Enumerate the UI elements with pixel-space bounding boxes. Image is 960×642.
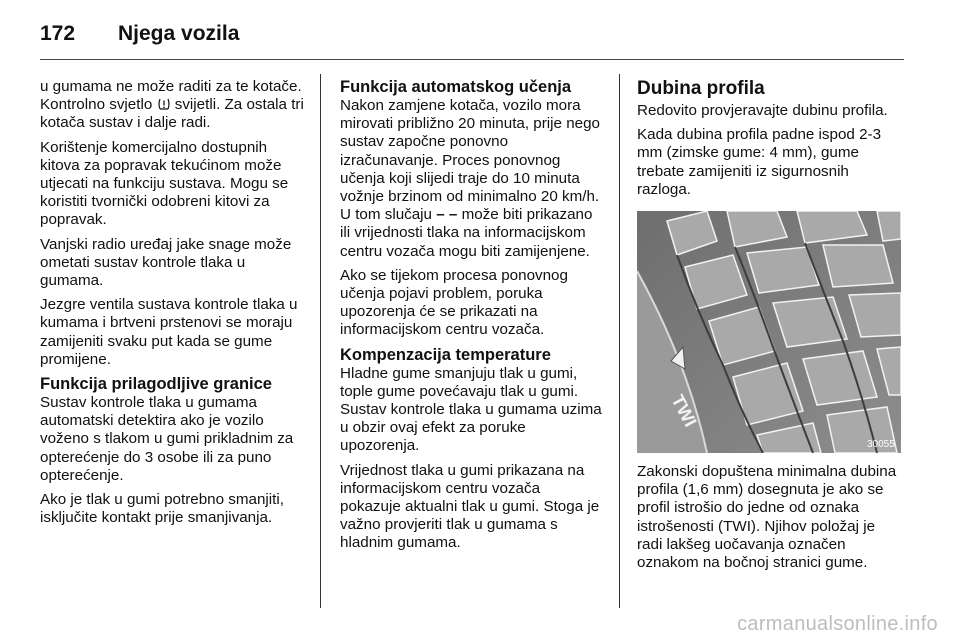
paragraph: Nakon zamjene kotača, vozilo mora mirovati približno 20 minuta, prije nego sustav započne ponovno izračunavanje. Proces ponovnog učenja koji slijedi traje do 10 minuta vožnje brzinom od minimalno 20 km/h. U tom slučaju – – može biti prikazano ili vrijednosti tlaka na informacijskom centru vozača mogu biti zamijenjene. xyxy=(340,97,601,260)
paragraph: u gumama ne može raditi za te kotače. Kontrolno svjetlo svijetli. Za ostala tri kotača sustav i dalje radi. xyxy=(40,78,304,132)
paragraph: Ako se tijekom procesa ponovnog učenja pojavi problem, poruka upozorenja će se prikazati na informacijskom centru vozača. xyxy=(340,266,568,339)
figure-number: 30055 xyxy=(867,439,895,451)
paragraph: Vanjski radio uređaj jake snage može ometati sustav kontrole tlaka u gumama. xyxy=(40,235,292,290)
subheading: Funkcija automatskog učenja xyxy=(340,78,572,96)
paragraph: Korištenje komercijalno dostupnih kitova za popravak tekućinom može utjecati na funkciju sustava. Mogu se koristiti tvornički odobreni kitovi za popravak. xyxy=(40,138,289,229)
page-header xyxy=(40,14,239,54)
column-middle xyxy=(340,78,602,559)
paragraph: Vrijednost tlaka u gumi prikazana na informacijskom centru vozača pokazuje aktualni tlak u gumi. Stoga je važno provjeriti tlak u gumama s hladnim gumama. xyxy=(340,461,600,552)
paragraph: Zakonski dopuštena minimalna dubina profila (1,6 mm) dosegnuta je ako se profil istrošio do jedne od oznaka istrošenosti (TWI). Njihov položaj je radi lakšeg uočavanja označen oznakom na bočnoj stranici gume. xyxy=(637,463,897,572)
column-divider xyxy=(619,74,620,608)
page-number: 172 xyxy=(40,22,76,45)
tire-tread-illustration xyxy=(637,211,901,453)
column-divider xyxy=(320,74,321,608)
header-rule xyxy=(40,59,904,60)
paragraph: Sustav kontrole tlaka u gumama automatski detektira ako je vozilo voženo s tlakom u gumi prikladnim za opterećenje do 3 osobe ili za puno opterećenje. xyxy=(40,394,294,484)
section-title: Njega vozila xyxy=(118,22,240,45)
twi-label: TWI xyxy=(667,391,701,431)
paragraph: Hladne gume smanjuju tlak u gumi, tople gume povećavaju tlak u gumi. Sustav kontrole tlaka u gumama uzima u obzir ovaj efekt za poruke upozorenja. xyxy=(340,364,602,455)
paragraph: Jezgre ventila sustava kontrole tlaka u kumama i brtveni prstenovi se moraju zamijeniti svaku put kada se gume promijene. xyxy=(40,296,298,368)
section-heading: Dubina profila xyxy=(637,78,765,99)
dashes-symbol: – – xyxy=(436,206,458,224)
column-right xyxy=(637,78,903,578)
paragraph: Redovito provjeravajte dubinu profila. xyxy=(637,102,888,119)
watermark: carmanualsonline.info xyxy=(737,613,938,635)
column-left xyxy=(40,78,306,533)
subheading: Kompenzacija temperature xyxy=(340,345,551,364)
paragraph: Ako je tlak u gumi potrebno smanjiti, isključite kontakt prije smanjivanja. xyxy=(40,491,284,527)
tire-pressure-icon xyxy=(157,97,171,111)
subheading: Funkcija prilagodljive granice xyxy=(40,375,272,394)
paragraph: Kada dubina profila padne ispod 2-3 mm (zimske gume: 4 mm), gume trebate zamijeniti iz sigurnosnih razloga. xyxy=(637,126,882,198)
